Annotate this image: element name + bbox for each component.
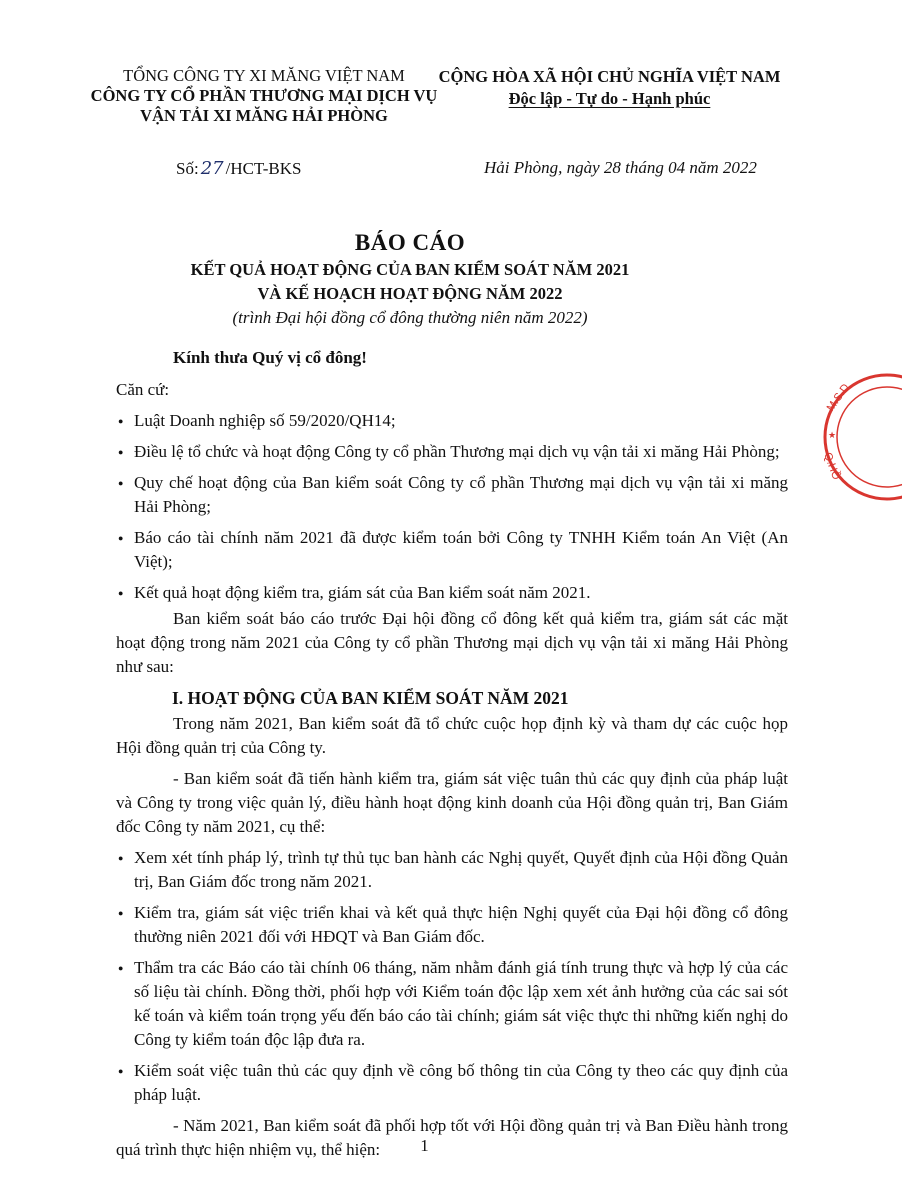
nation-name: CỘNG HÒA XÃ HỘI CHỦ NGHĨA VIỆT NAM	[438, 67, 781, 86]
national-header	[432, 66, 787, 110]
page-number: 1	[420, 1136, 429, 1155]
bullet-icon: ●	[118, 416, 124, 426]
list-item: ● Luật Doanh nghiệp số 59/2020/QH14;	[116, 409, 788, 433]
list-item: ● Kết quả hoạt động kiểm tra, giám sát của Ban kiểm soát năm 2021.	[116, 581, 788, 605]
section-heading: I. HOẠT ĐỘNG CỦA BAN KIỂM SOÁT NĂM 2021	[172, 688, 569, 708]
bullet-icon: ●	[118, 853, 124, 863]
list-item: ● Điều lệ tổ chức và hoạt động Công ty cổ phần Thương mại dịch vụ vận tải xi măng Hải Phòng;	[116, 440, 788, 464]
company-name-line2: VẬN TẢI XI MĂNG HẢI PHÒNG	[140, 106, 388, 125]
parent-company: TỔNG CÔNG TY XI MĂNG VIỆT NAM	[123, 66, 405, 85]
document-title: BÁO CÁO	[354, 230, 466, 255]
company-name-line1: CÔNG TY CỔ PHẦN THƯƠNG MẠI DỊCH VỤ	[90, 86, 438, 105]
list-item: ● Thẩm tra các Báo cáo tài chính 06 tháng, năm nhằm đánh giá tính trung thực và hợp lý của các số liệu tài chính. Đồng thời, phối hợp với Kiểm toán độc lập xem xét ảnh hưởng của các sai sót kế toán và kiểm toán trọng yếu đến báo cáo tài chính; giám sát việc thực thi những kiến nghị do Công ty kiểm toán độc lập đưa ra.	[116, 956, 788, 1052]
bullet-icon: ●	[118, 447, 124, 457]
national-motto: Độc lập - Tự do - Hạnh phúc	[508, 89, 711, 108]
bullet-icon: ●	[118, 478, 124, 488]
organization-header	[78, 66, 450, 126]
document-body	[116, 346, 788, 1169]
bullet-icon: ●	[118, 963, 124, 973]
list-item: ● Kiểm tra, giám sát việc triển khai và kết quả thực hiện Nghị quyết của Đại hội đồng cổ đông thường niên 2021 đối với HĐQT và Ban Giám đốc.	[116, 901, 788, 949]
document-number-suffix: /HCT-BKS	[225, 159, 302, 178]
document-subtitle-line1: KẾT QUẢ HOẠT ĐỘNG CỦA BAN KIỂM SOÁT NĂM 2021	[190, 260, 630, 279]
bullet-icon: ●	[118, 533, 124, 543]
list-item: ● Quy chế hoạt động của Ban kiểm soát Công ty cổ phần Thương mại dịch vụ vận tải xi măng Hải Phòng;	[116, 471, 788, 519]
bullet-icon: ●	[118, 588, 124, 598]
list-item: ● Xem xét tính pháp lý, trình tự thủ tục ban hành các Nghị quyết, Quyết định của Hội đồng Quản trị, Ban Giám đốc trong năm 2021.	[116, 846, 788, 894]
svg-text:M.S.D: M.S.D	[824, 381, 852, 414]
handwritten-number: 27	[200, 158, 224, 179]
paragraph: - Ban kiểm soát đã tiến hành kiểm tra, giám sát việc tuân thủ các quy định của pháp luật và Công ty trong việc quản lý, điều hành hoạt động kinh doanh của Hội đồng quản trị, Ban Giám đốc Công ty năm 2021, cụ thể:	[116, 769, 788, 836]
svg-text:★: ★	[828, 430, 837, 440]
bullet-icon: ●	[118, 908, 124, 918]
document-subtitle-line2: VÀ KẾ HOẠCH HOẠT ĐỘNG NĂM 2022	[257, 284, 563, 303]
document-note: (trình Đại hội đồng cổ đông thường niên năm 2022)	[232, 308, 588, 327]
svg-text:Q.HỒ: Q.HỒ	[821, 450, 843, 482]
basis-label: Căn cứ:	[116, 380, 170, 399]
place-date: Hải Phòng, ngày 28 tháng 04 năm 2022	[484, 158, 757, 177]
paragraph: Trong năm 2021, Ban kiểm soát đã tổ chức cuộc họp định kỳ và tham dự các cuộc họp Hội đồng quản trị của Công ty.	[116, 714, 788, 757]
list-item: ● Kiểm soát việc tuân thủ các quy định về công bố thông tin của Công ty theo các quy định của pháp luật.	[116, 1059, 788, 1107]
paragraph: - Năm 2021, Ban kiểm soát đã phối hợp tốt với Hội đồng quản trị và Ban Điều hành trong quá trình thực hiện nhiệm vụ, thể hiện:	[116, 1116, 788, 1159]
bullet-icon: ●	[118, 1066, 124, 1076]
company-stamp-icon	[812, 372, 902, 502]
document-number-label: Số:	[176, 159, 199, 178]
list-item: ● Báo cáo tài chính năm 2021 đã được kiểm toán bởi Công ty TNHH Kiểm toán An Việt (An Việt);	[116, 526, 788, 574]
document-number	[176, 158, 302, 179]
greeting: Kính thưa Quý vị cổ đông!	[173, 348, 367, 367]
intro-paragraph: Ban kiểm soát báo cáo trước Đại hội đồng cổ đông kết quả kiểm tra, giám sát các mặt hoạt động trong năm 2021 của Công ty cổ phần Thương mại dịch vụ vận tải xi măng Hải Phòng như sau:	[116, 609, 788, 676]
title-block	[100, 228, 720, 330]
